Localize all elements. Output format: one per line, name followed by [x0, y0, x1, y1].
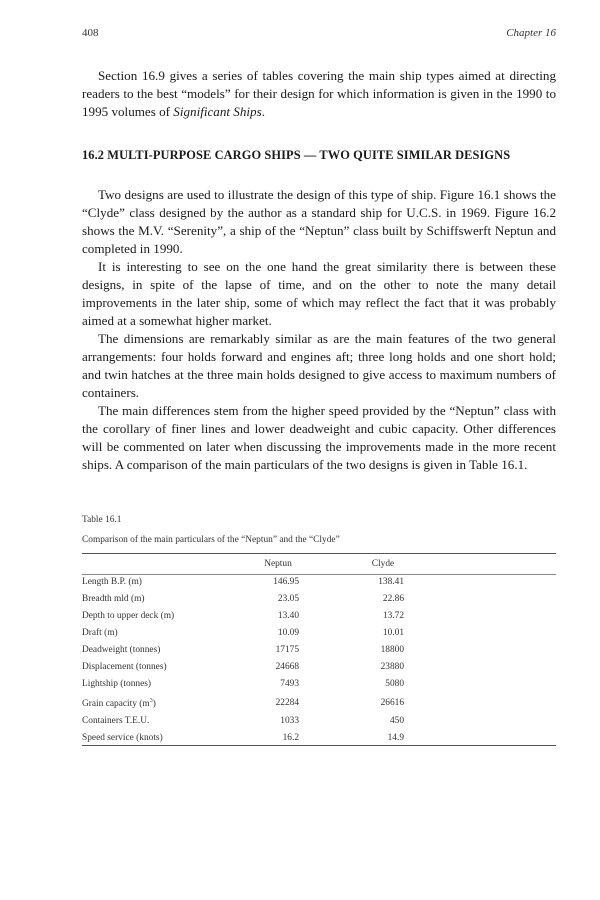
table-row — [82, 659, 556, 676]
table-bottom-rule — [82, 745, 556, 746]
neptun-value: 23.05 — [277, 594, 299, 604]
table-row — [82, 713, 556, 730]
chapter-title: Chapter 16 — [506, 27, 556, 39]
table-header-row — [82, 554, 556, 574]
paragraph: It is interesting to see on the one hand the great similarity there is between these designs, in spite of the lapse of time, and on the other to note the many detail improvements in the later ship, some of which may reflect the fact that it was probably aimed at a somewhat higher market. — [82, 259, 556, 328]
running-header — [82, 27, 556, 43]
clyde-value: 10.01 — [382, 628, 404, 638]
paragraph: The main differences stem from the higher speed provided by the “Neptun” class with the corollary of finer lines and lower deadweight and cubic capacity. Other differences will be commented on later when discussing the improvements made in the more recent ships. A comparison of the main particulars of the two designs is given in Table 16.1. — [82, 403, 556, 472]
row-label: Displacement (tonnes) — [82, 662, 167, 672]
table-label: Table 16.1 — [82, 515, 122, 525]
clyde-value: 23880 — [380, 662, 404, 672]
journal-title: Significant Ships — [173, 104, 262, 119]
clyde-value: 450 — [389, 716, 404, 726]
table-caption: Comparison of the main particulars of the “Neptun” and the “Clyde” — [82, 535, 340, 545]
table-row — [82, 642, 556, 659]
neptun-value: 146.95 — [273, 577, 299, 587]
table-header-rule — [82, 574, 556, 575]
page-number: 408 — [82, 27, 99, 39]
intro-text: Section 16.9 gives a series of tables covering the main ship types aimed at directing readers to the best “models” for their design for which information is given in the 1990 to 1995 volumes of Significant Ships. — [82, 68, 556, 119]
comparison-table-block — [82, 513, 556, 743]
row-label: Draft (m) — [82, 628, 118, 638]
row-label: Length B.P. (m) — [82, 577, 142, 587]
table-row — [82, 693, 556, 713]
row-label: Lightship (tonnes) — [82, 679, 152, 689]
intro-paragraph — [82, 67, 556, 121]
section-heading: 16.2 MULTI-PURPOSE CARGO SHIPS — TWO QUITE SIMILAR DESIGNS — [82, 148, 511, 162]
neptun-value: 13.40 — [277, 611, 299, 621]
table-row — [82, 625, 556, 642]
section-body — [82, 186, 556, 474]
clyde-value: 22.86 — [382, 594, 404, 604]
clyde-value: 26616 — [380, 697, 404, 708]
neptun-value: 22284 — [275, 697, 299, 708]
clyde-value: 14.9 — [387, 733, 404, 743]
table-row — [82, 591, 556, 608]
clyde-value: 13.72 — [382, 611, 404, 621]
neptun-value: 7493 — [280, 679, 299, 689]
clyde-value: 5080 — [385, 679, 404, 689]
row-label: Containers T.E.U. — [82, 716, 150, 726]
row-label: Depth to upper deck (m) — [82, 611, 175, 621]
clyde-value: 138.41 — [378, 577, 404, 587]
column-header-neptun: Neptun — [264, 559, 292, 569]
table-row — [82, 608, 556, 625]
column-header-clyde: Clyde — [371, 559, 395, 569]
row-label: Breadth mld (m) — [82, 594, 145, 604]
paragraph: The dimensions are remarkably similar as are the main features of the two general arrangements: four holds forward and engines aft; three long holds and one short hold; and twin hatches at the three main holds designed to give access to maximum numbers of containers. — [82, 331, 556, 400]
neptun-value: 17175 — [275, 645, 299, 655]
neptun-value: 16.2 — [282, 733, 299, 743]
row-label: Deadweight (tonnes) — [82, 645, 161, 655]
neptun-value: 24668 — [275, 662, 299, 672]
neptun-value: 1033 — [280, 716, 299, 726]
table-row — [82, 676, 556, 693]
row-label: Speed service (knots) — [82, 733, 163, 743]
neptun-value: 10.09 — [277, 628, 299, 638]
row-label: Grain capacity $(m^3)$ — [82, 698, 156, 709]
comparison-table — [82, 554, 556, 747]
table-row — [82, 574, 556, 591]
clyde-value: 18800 — [380, 645, 404, 655]
paragraph: Two designs are used to illustrate the design of this type of ship. Figure 16.1 shows the “Clyde” class designed by the author as a standard ship for U.C.S. in 1969. Figure 16.2 shows the M.V. “Serenity”, a ship of the “Neptun” class built by Schiffswerft Neptun and completed in 1990. — [82, 187, 556, 256]
